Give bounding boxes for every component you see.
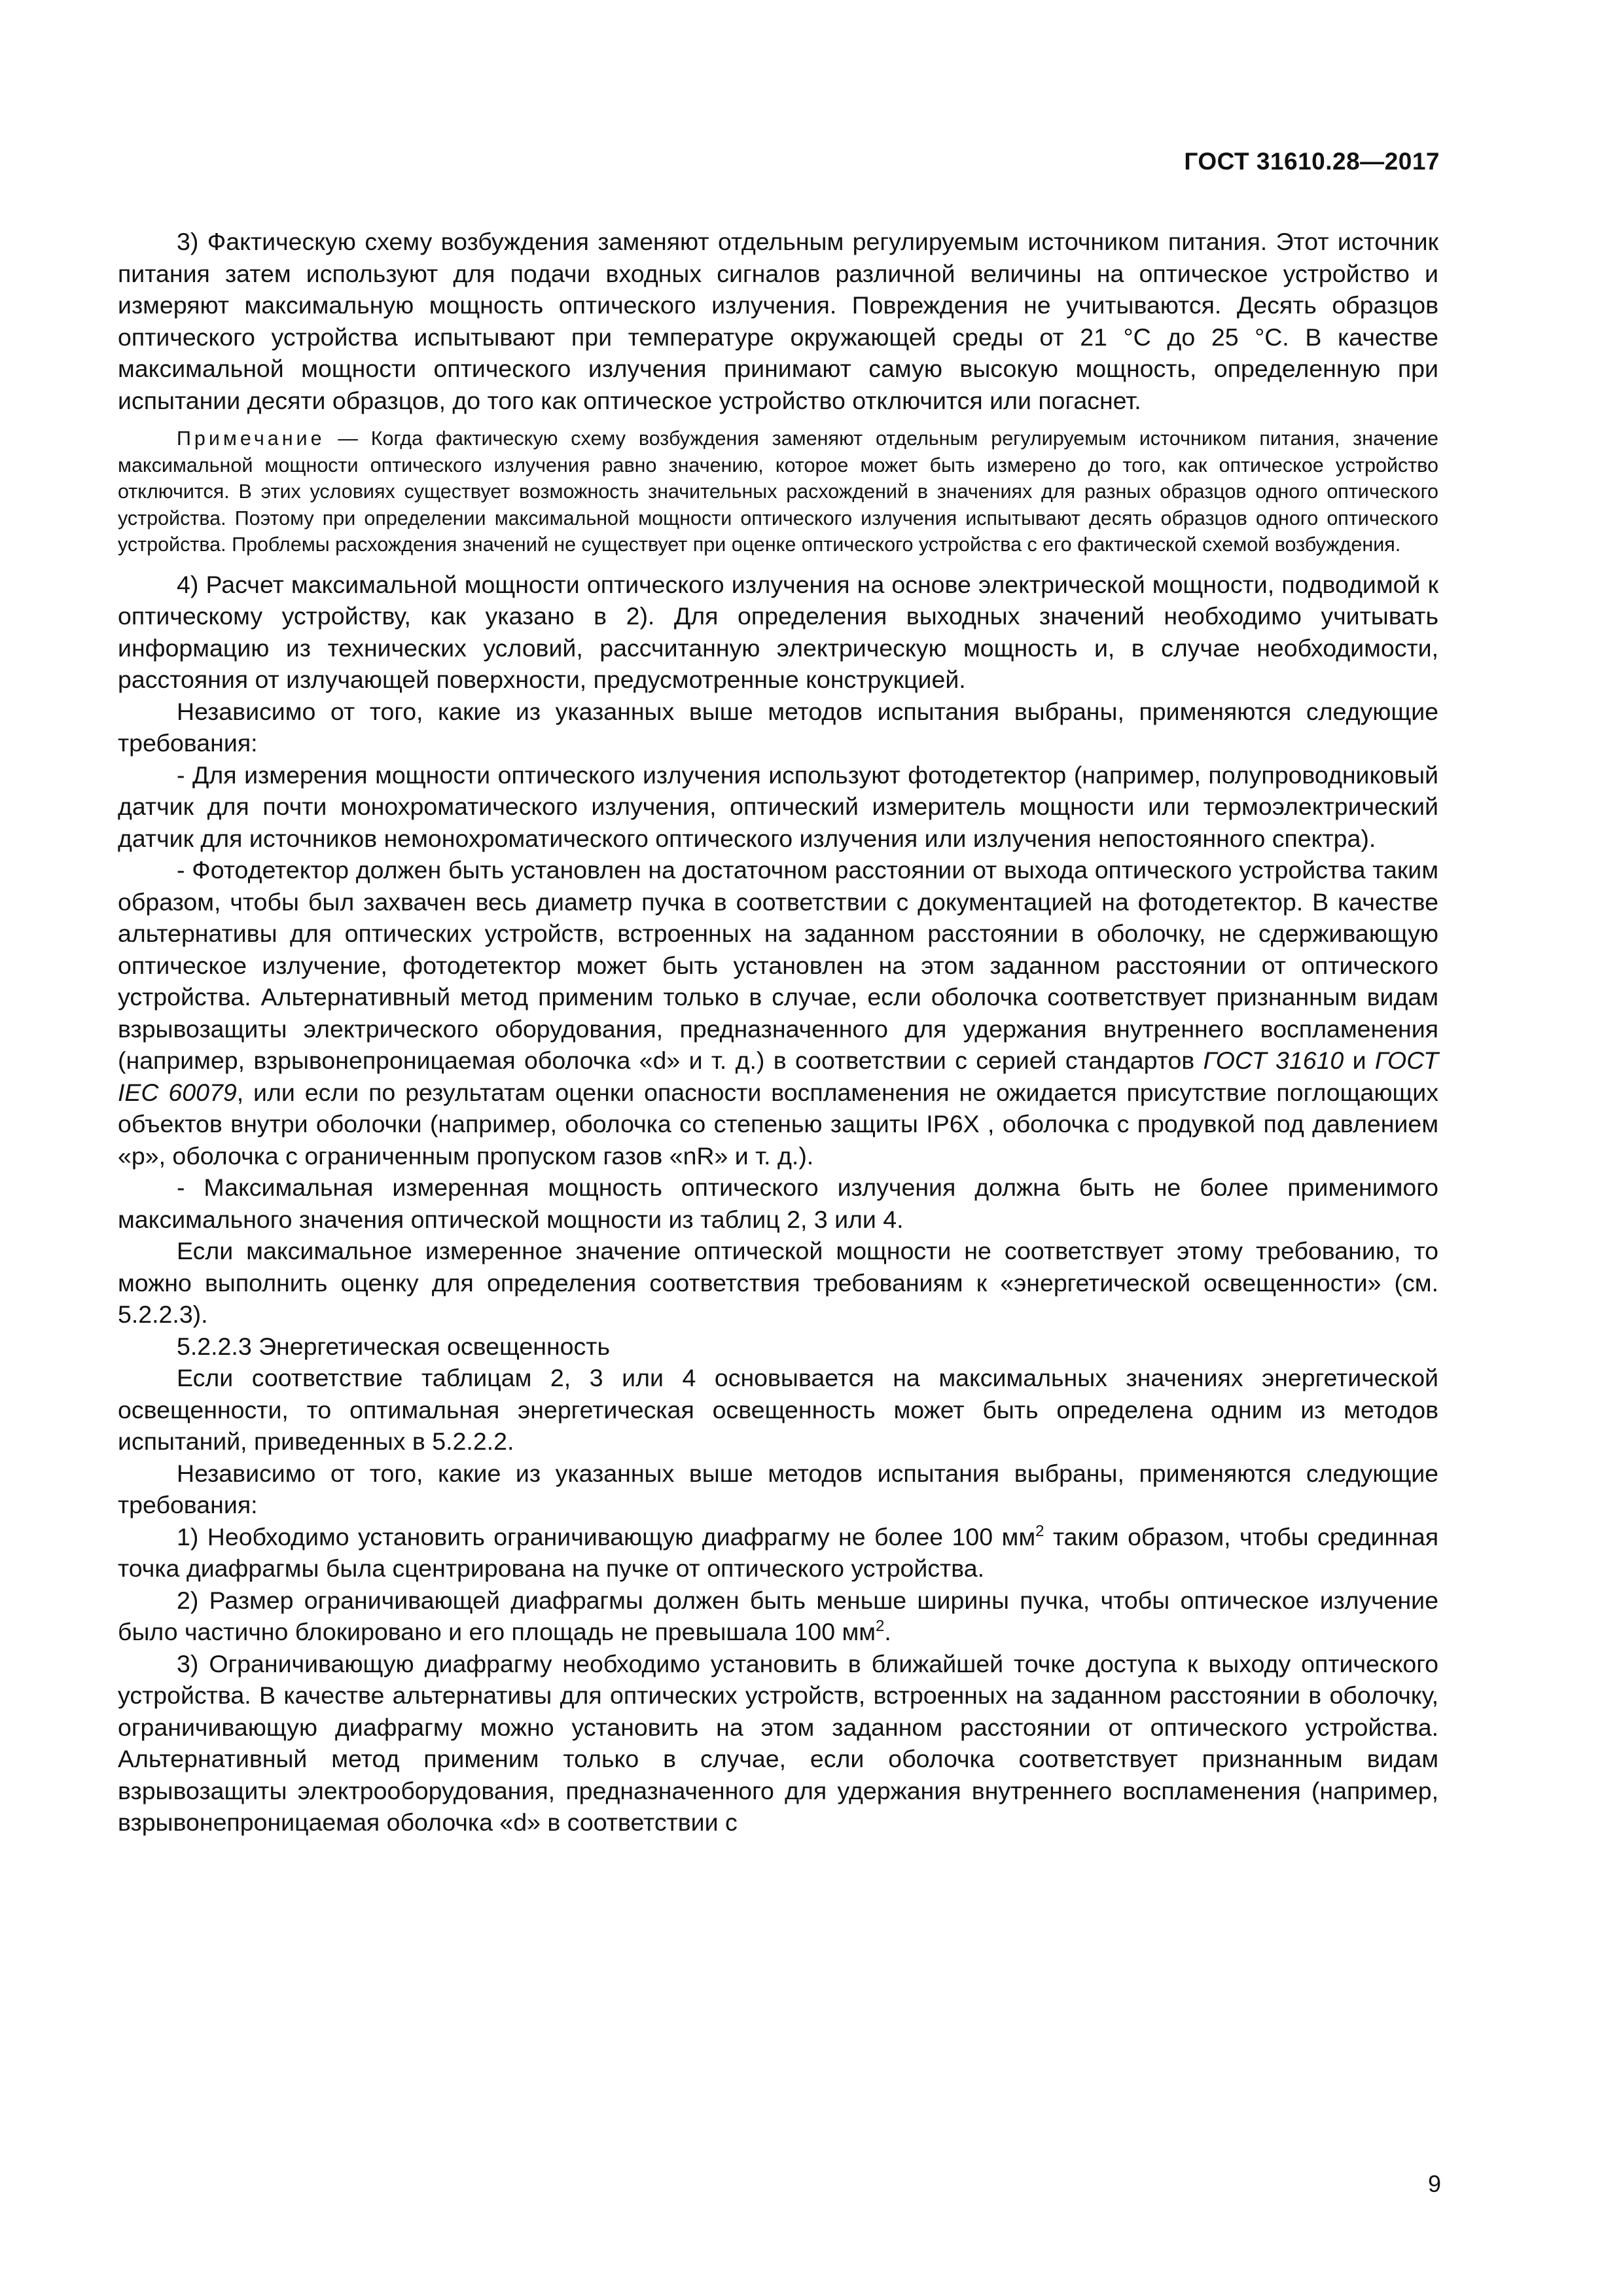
text-segment: . — [884, 1618, 891, 1645]
paragraph-aperture-1 — [118, 1521, 1438, 1585]
text-segment: таким образом, чтобы срединная точка диафрагмы была сцентрирована на пучке от оптического устройства. — [118, 1522, 1439, 1582]
text-segment: , или если по результатам оценки опасности воспламенения не ожидается присутствие поглощающих объектов внутри оболочки (например, оболочка со степенью защиты IP6X , оболочка с продувкой под давлением «р», оболочка с ограниченным пропуском газов «nR» и т. д.). — [118, 1078, 1438, 1170]
paragraph-method-4: 4) Расчет максимальной мощности оптического излучения на основе электрической мощности, подводимой к оптическому устройству, как указано в 2). Для определения выходных значений необходимо учитывать информацию из технических условий, рассчитанную электрическую мощность и, в случае необходимости, расстояния от излучающей поверхности, предусмотренные конструкцией. — [118, 570, 1438, 693]
standard-reference-gost-iec-60079: ГОСТ IEC 60079 — [118, 1047, 1438, 1106]
document-code: ГОСТ 31610.28—2017 — [1184, 148, 1440, 175]
text-segment: - Фотодетектор должен быть установлен на достаточном расстоянии от выхода оптического устройства таким образом, чтобы был захвачен весь диаметр пучка в соответствии с документацией на фотодетектор. В качестве альтернативы для оптических устройств, встроенных на заданном расстоянии в оболочку, не сдерживающую оптическое излучение, фотодетектор может быть установлен на этом заданном расстоянии от оптического устройства. Альтернативный метод применим только в случае, если оболочка соответствует признанным видам взрывозащиты электрического оборудования, предназначенного для удержания внутреннего воспламенения (например, взрывонепроницаемая оболочка «d» и т. д.) в соответствии с серией стандартов — [118, 856, 1438, 1074]
paragraph-requirements-intro: Независимо от того, какие из указанных выше методов испытания выбраны, применяются следующие требования: — [118, 697, 1438, 757]
note-paragraph — [118, 425, 1438, 558]
paragraph-requirements-intro-2: Независимо от того, какие из указанных выше методов испытания выбраны, применяются следующие требования: — [118, 1459, 1438, 1518]
standard-reference-gost-31610: ГОСТ 31610 — [1203, 1047, 1344, 1074]
section-heading-5-2-2-3: 5.2.2.3 Энергетическая освещенность — [177, 1332, 610, 1360]
superscript: 2 — [1035, 1522, 1044, 1540]
paragraph-irradiance-assessment: Если максимальное измеренное значение оптической мощности не соответствует этому требованию, то можно выполнить оценку для определения соответствия требованиям к «энергетической освещенности» (см. 5.2.2.3). — [118, 1237, 1438, 1328]
page-number: 9 — [1427, 2170, 1441, 2197]
paragraph-aperture-3: 3) Ограничивающую диафрагму необходимо установить в ближайшей точке доступа к выходу оптического устройства. В качестве альтернативы для оптических устройств, встроенных на заданном расстоянии в оболочку, ограничивающую диафрагму можно установить на этом заданном расстоянии от оптического устройства. Альтернативный метод применим только в случае, если оболочка соответствует признанным видам взрывозащиты электрооборудования, предназначенного для удержания внутреннего воспламенения (например, взрывонепроницаемая оболочка «d» в соответствии с — [118, 1649, 1438, 1836]
note-text: — Когда фактическую схему возбуждения заменяют отдельным регулируемым источником питания, значение максимальной мощности оптического излучения равно значению, которое может быть измерено до того, как оптическое устройство отключится. В этих условиях существует возможность значительных расхождений в значениях для разных образцов одного оптического устройства. Поэтому при определении максимальной мощности оптического излучения испытывают десять образцов одного оптического устройства. Проблемы расхождения значений не существует при оценке оптического устройства с его фактической схемой возбуждения. — [118, 427, 1438, 556]
note-label: Примечание — [177, 427, 325, 450]
paragraph-photodetector-placement — [118, 854, 1438, 1172]
text-segment: 1) Необходимо установить ограничивающую диафрагму не более 100 мм — [177, 1522, 1036, 1551]
text-segment: и — [1344, 1047, 1375, 1074]
paragraph-photodetector-use: - Для измерения мощности оптического излучения используют фотодетектор (например, полупроводниковый датчик для почти монохроматического излучения, оптический измеритель мощности или термоэлектрический датчик для источников немонохроматического оптического излучения или излучения непостоянного спектра). — [118, 761, 1438, 852]
paragraph-max-power-limit: - Максимальная измеренная мощность оптического излучения должна быть не более применимого максимального значения оптической мощности из таблиц 2, 3 или 4. — [118, 1174, 1438, 1233]
superscript: 2 — [876, 1617, 885, 1635]
paragraph-aperture-2 — [118, 1585, 1438, 1648]
paragraph-method-3: 3) Фактическую схему возбуждения заменяют отдельным регулируемым источником питания. Этот источник питания затем используют для подачи входных сигналов различной величины на оптическое устройство и измеряют максимальную мощность оптического излучения. Повреждения не учитываются. Десять образцов оптического устройства испытывают при температуре окружающей среды от 21 °С до 25 °С. В качестве максимальной мощности оптического излучения принимают самую высокую мощность, определенную при испытании десяти образцов, до того как оптическое устройство отключится или погаснет. — [118, 228, 1438, 414]
text-segment: 2) Размер ограничивающей диафрагмы должен быть меньше ширины пучка, чтобы оптическое излучение было частично блокировано и его площадь не превышала 100 мм — [118, 1586, 1438, 1645]
page-body — [118, 226, 1438, 1839]
paragraph-irradiance-compliance: Если соответствие таблицам 2, 3 или 4 основывается на максимальных значениях энергетической освещенности, то оптимальная энергетическая освещенность может быть определена одним из методов испытаний, приведенных в 5.2.2.2. — [118, 1364, 1438, 1455]
